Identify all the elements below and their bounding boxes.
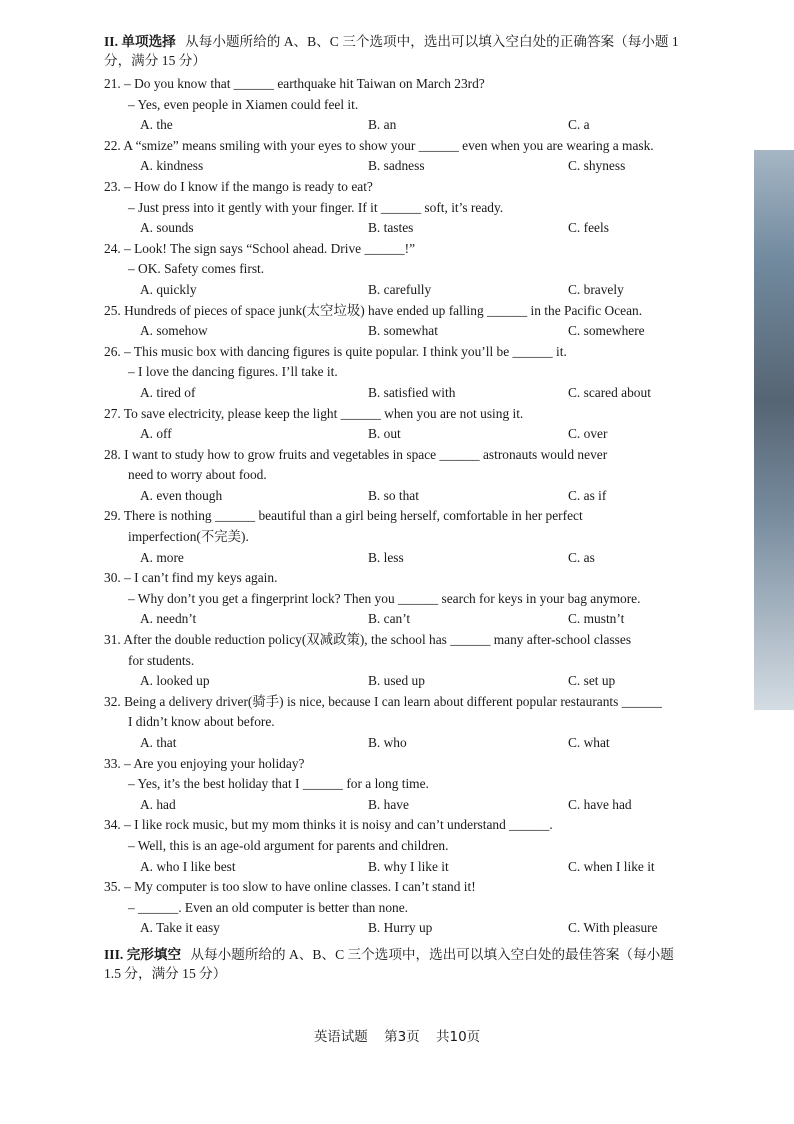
question-item [104, 342, 684, 404]
question-text-continued: – Why don’t you get a fingerprint lock? Then you ______ search for keys in your bag anymore. [128, 590, 641, 606]
option-c: C. as if [568, 487, 607, 503]
question-text: 25. Hundreds of pieces of space junk(太空垃圾) have ended up falling ______ in the Pacific Ocean. [104, 302, 643, 318]
question-text-continued: – ______. Even an old computer is better than none. [128, 899, 409, 915]
question-text-continued: I didn’t know about before. [128, 714, 275, 730]
question-text: 27. To save electricity, please keep the light ______ when you are not using it. [104, 405, 524, 421]
question-item [104, 754, 684, 816]
option-c: C. have had [568, 796, 632, 812]
question-item [104, 506, 684, 568]
question-text: 32. Being a delivery driver(骑手) is nice, because I can learn about different popular restaurants ______ [104, 693, 662, 709]
option-c: C. feels [568, 220, 609, 236]
answer-options [104, 671, 684, 692]
option-b: B. carefully [368, 281, 432, 297]
option-b: B. less [368, 549, 404, 565]
question-item [104, 136, 684, 177]
option-c: C. as [568, 549, 595, 565]
option-a: A. kindness [140, 158, 204, 174]
question-text: 30. – I can’t find my keys again. [104, 570, 278, 586]
footer-total: 共10页 [436, 1029, 481, 1045]
answer-options [104, 486, 684, 507]
question-text: 28. I want to study how to grow fruits and vegetables in space ______ astronauts would never [104, 446, 608, 462]
answer-options [104, 548, 684, 569]
question-text: 31. After the double reduction policy(双减政策), the school has ______ many after-school classes [104, 632, 632, 648]
question-text-continued: – Just press into it gently with your finger. If it ______ soft, it’s ready. [128, 199, 504, 215]
question-text: 33. – Are you enjoying your holiday? [104, 755, 305, 771]
option-c: C. when I like it [568, 858, 655, 874]
exam-content [104, 32, 684, 987]
question-item [104, 568, 684, 630]
option-a: A. tired of [140, 384, 196, 400]
question-item [104, 692, 684, 754]
question-text: 23. – How do I know if the mango is ready to eat? [104, 178, 373, 194]
option-c: C. shyness [568, 158, 626, 174]
section-2-header [104, 32, 684, 70]
question-item [104, 177, 684, 239]
option-a: A. that [140, 735, 177, 750]
option-a: A. Take it easy [140, 920, 220, 936]
section-2-number: II. [104, 34, 118, 49]
question-text-continued: – OK. Safety comes first. [128, 261, 265, 277]
option-a: A. off [140, 426, 172, 442]
option-c: C. bravely [568, 281, 624, 297]
answer-options [104, 857, 684, 878]
question-item [104, 74, 684, 136]
option-a: A. who I like best [140, 858, 236, 874]
question-text-continued: – Well, this is an age-old argument for parents and children. [128, 837, 449, 853]
question-item [104, 877, 684, 939]
section-3-title: 完形填空 [126, 946, 182, 962]
option-b: B. used up [368, 673, 425, 689]
option-b: B. sadness [368, 158, 425, 174]
page-footer [0, 1025, 794, 1045]
option-c: C. a [568, 117, 590, 133]
question-text: 22. A “smize” means smiling with your eyes to show your ______ even when you are wearing a mask. [104, 137, 654, 153]
option-c: C. what [568, 735, 610, 750]
scan-edge-artifact [754, 150, 794, 710]
question-text: 29. There is nothing ______ beautiful than a girl being herself, comfortable in her perfect [104, 508, 583, 524]
option-a: A. quickly [140, 281, 197, 297]
footer-page: 第3页 [384, 1029, 420, 1045]
option-a: A. the [140, 117, 173, 133]
option-c: C. mustn’t [568, 611, 625, 627]
question-item [104, 239, 684, 301]
option-b: B. an [368, 117, 397, 133]
option-b: B. why I like it [368, 858, 449, 874]
question-item [104, 630, 684, 692]
answer-options [104, 383, 684, 404]
question-text-continued: need to worry about food. [128, 467, 267, 483]
answer-options [104, 733, 684, 754]
option-b: B. who [368, 735, 407, 750]
question-item [104, 404, 684, 445]
answer-options [104, 115, 684, 136]
footer-subject: 英语试题 [313, 1029, 368, 1045]
question-item [104, 301, 684, 342]
option-c: C. With pleasure [568, 920, 658, 936]
section-3-header [104, 945, 684, 983]
question-text-continued: – Yes, it’s the best holiday that I ______ for a long time. [128, 776, 429, 792]
question-text-continued: for students. [128, 652, 195, 668]
question-text: 35. – My computer is too slow to have online classes. I can’t stand it! [104, 879, 476, 895]
option-b: B. out [368, 426, 401, 442]
answer-options [104, 918, 684, 939]
option-a: A. somehow [140, 323, 208, 339]
option-a: A. more [140, 549, 184, 565]
question-text-continued: – I love the dancing figures. I’ll take it. [128, 364, 338, 380]
section-3-number: III. [104, 946, 124, 962]
question-item [104, 815, 684, 877]
option-b: B. Hurry up [368, 920, 433, 936]
question-list [104, 74, 684, 939]
question-text: 26. – This music box with dancing figures is quite popular. I think you’ll be ______ it. [104, 343, 567, 359]
option-c: C. over [568, 426, 608, 442]
question-text: 21. – Do you know that ______ earthquake hit Taiwan on March 23rd? [104, 76, 485, 91]
answer-options [104, 609, 684, 630]
option-c: C. set up [568, 673, 616, 689]
option-b: B. somewhat [368, 323, 438, 339]
option-a: A. had [140, 796, 176, 812]
answer-options [104, 280, 684, 301]
option-a: A. even though [140, 487, 223, 503]
option-a: A. needn’t [140, 611, 197, 627]
question-text-continued: imperfection(不完美). [128, 529, 249, 545]
section-2-title: 单项选择 [121, 34, 176, 49]
answer-options [104, 321, 684, 342]
answer-options [104, 156, 684, 177]
section-2-instruction: 从每小题所给的 A、B、C 三个选项中，选出可以填入空白处的正确答案（每小题 1 分，满分 15 分） [104, 34, 679, 68]
option-b: B. tastes [368, 220, 414, 236]
option-b: B. can’t [368, 611, 411, 627]
question-text: 24. – Look! The sign says “School ahead. Drive ______!” [104, 240, 416, 256]
option-a: A. sounds [140, 220, 194, 236]
option-b: B. so that [368, 487, 419, 503]
option-b: B. have [368, 796, 409, 812]
answer-options [104, 424, 684, 445]
option-c: C. scared about [568, 384, 651, 400]
question-text: 34. – I like rock music, but my mom thinks it is noisy and can’t understand ______. [104, 817, 553, 833]
answer-options [104, 218, 684, 239]
answer-options [104, 795, 684, 816]
option-b: B. satisfied with [368, 384, 456, 400]
section-3-instruction: 从每小题所给的 A、B、C 三个选项中，选出可以填入空白处的最佳答案（每小题 1.5 分，满分 15 分） [104, 946, 674, 981]
option-c: C. somewhere [568, 323, 645, 339]
question-text-continued: – Yes, even people in Xiamen could feel it. [128, 96, 359, 112]
question-item [104, 445, 684, 507]
option-a: A. looked up [140, 673, 210, 689]
